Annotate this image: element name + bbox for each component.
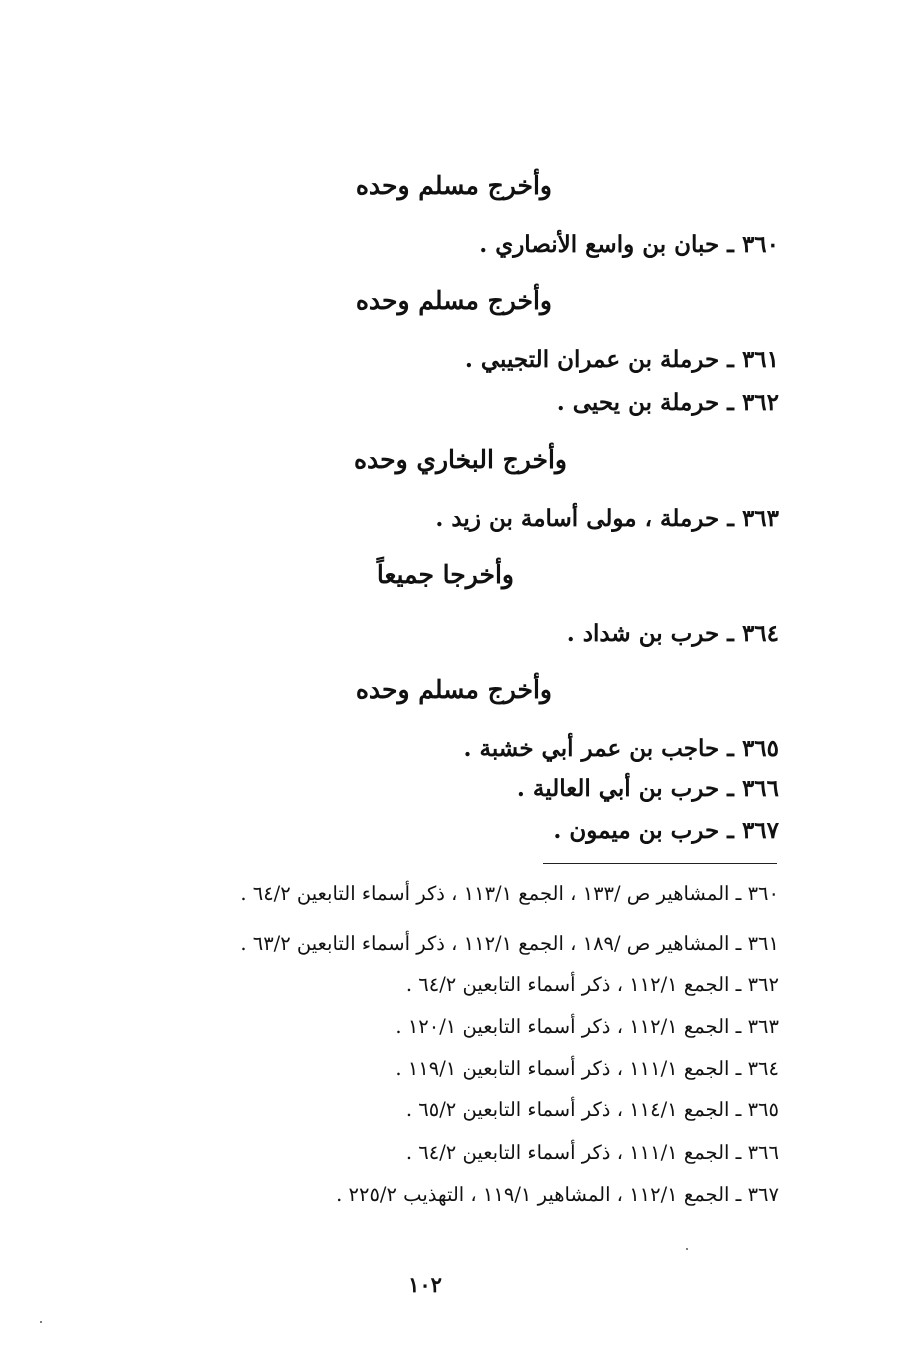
entry-364: ٣٦٤ ـ حرب بن شداد . xyxy=(566,620,779,647)
entry-361: ٣٦١ ـ حرملة بن عمران التجيبي . xyxy=(464,346,779,373)
scan-speck xyxy=(40,1321,42,1323)
footnote-364: ٣٦٤ ـ الجمع ١١١/١ ، ذكر أسماء التابعين ١١٩/١ . xyxy=(395,1057,779,1080)
footnote-361: ٣٦١ ـ المشاهير ص /١٨٩ ، الجمع ١١٢/١ ، ذكر أسماء التابعين ٦٣/٢ . xyxy=(240,932,779,955)
scan-speck xyxy=(686,1248,688,1250)
footnote-367: ٣٦٧ ـ الجمع ١١٢/١ ، المشاهير ١١٩/١ ، التهذيب ٢٢٥/٢ . xyxy=(336,1183,779,1206)
entry-365: ٣٦٥ ـ حاجب بن عمر أبي خشبة . xyxy=(463,735,779,762)
section-heading-muslim-alone: وأخرج مسلم وحده xyxy=(355,675,552,704)
section-heading-muslim-alone: وأخرج مسلم وحده xyxy=(355,171,552,200)
entry-362: ٣٦٢ ـ حرملة بن يحيى . xyxy=(556,389,779,416)
footnote-362: ٣٦٢ ـ الجمع ١١٢/١ ، ذكر أسماء التابعين ٦٤/٢ . xyxy=(405,973,779,996)
entry-366: ٣٦٦ ـ حرب بن أبي العالية . xyxy=(516,775,779,802)
page-number: ١٠٢ xyxy=(408,1272,442,1297)
section-heading-bukhari-alone: وأخرج البخاري وحده xyxy=(353,445,567,474)
footnote-366: ٣٦٦ ـ الجمع ١١١/١ ، ذكر أسماء التابعين ٦٤/٢ . xyxy=(405,1141,779,1164)
entry-363: ٣٦٣ ـ حرملة ، مولى أسامة بن زيد . xyxy=(435,505,779,532)
entry-360: ٣٦٠ ـ حبان بن واسع الأنصاري . xyxy=(479,231,779,258)
footnote-363: ٣٦٣ ـ الجمع ١١٢/١ ، ذكر أسماء التابعين ١٢٠/١ . xyxy=(395,1015,779,1038)
footnote-360: ٣٦٠ ـ المشاهير ص /١٣٣ ، الجمع ١١٣/١ ، ذكر أسماء التابعين ٦٤/٢ . xyxy=(240,882,779,905)
footnote-separator xyxy=(543,863,777,864)
section-heading-both: وأخرجا جميعاً xyxy=(376,560,514,589)
section-heading-muslim-alone: وأخرج مسلم وحده xyxy=(355,286,552,315)
entry-367: ٣٦٧ ـ حرب بن ميمون . xyxy=(553,817,779,844)
footnote-365: ٣٦٥ ـ الجمع ١١٤/١ ، ذكر أسماء التابعين ٦٥/٢ . xyxy=(405,1098,779,1121)
